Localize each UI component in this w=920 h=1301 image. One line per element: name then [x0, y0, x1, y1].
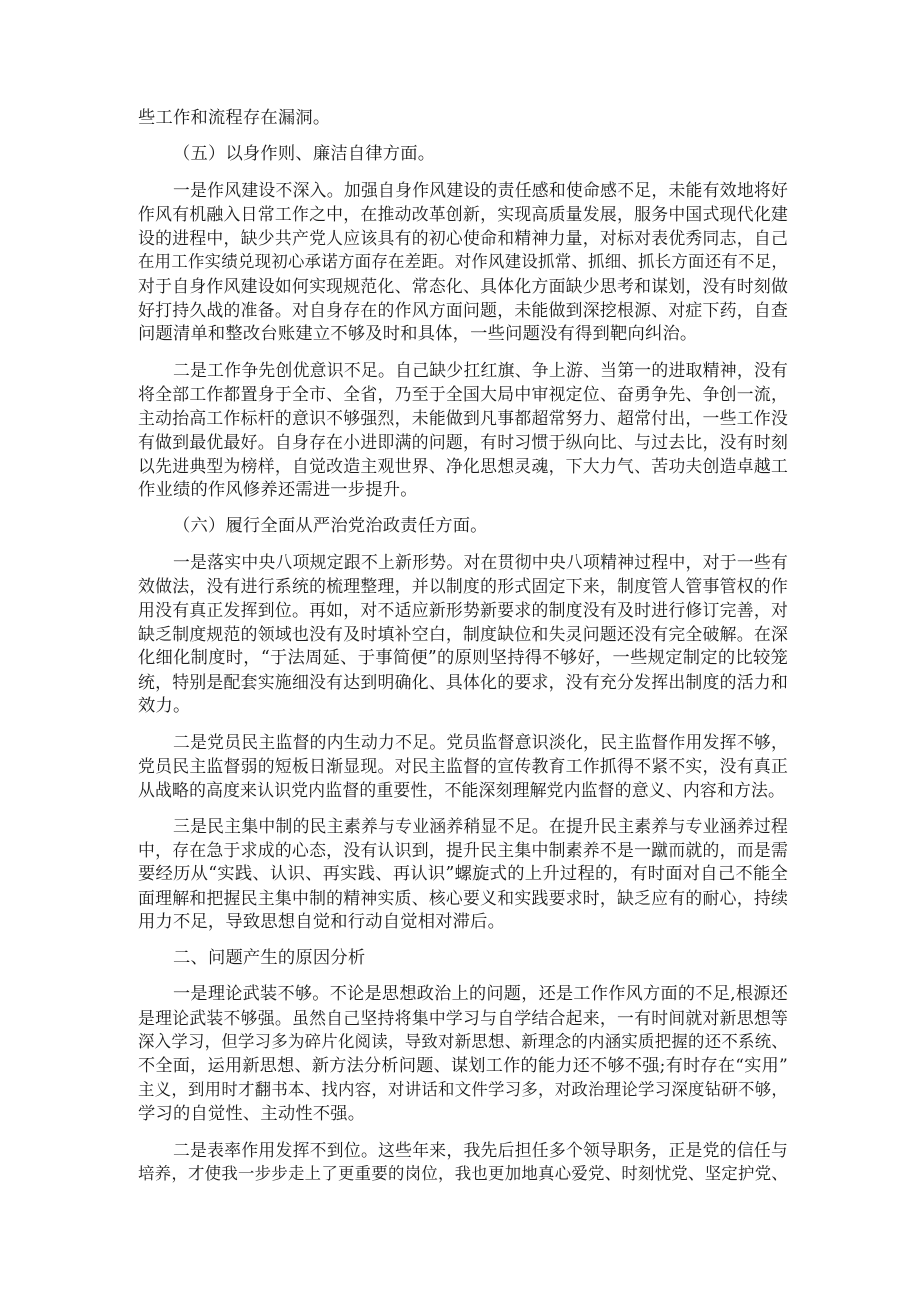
text-line: 化细化制度时，“于法周延、于事简便”的原则坚持得不够好，一些规定制定的比较笼	[138, 648, 788, 668]
text-line: 效做法，没有进行系统的梳理整理，并以制度的形式固定下来，制度管人管事管权的作	[138, 576, 788, 596]
text-line: 以先进典型为榜样，自觉改造主观世界、净化思想灵魂，下大力气、苦功夫创造卓越工	[138, 456, 788, 476]
text-line: 党员民主监督弱的短板日渐显现。对民主监督的宣传教育工作抓得不紧不实，没有真正	[138, 756, 788, 776]
text-line: 作风有机融入日常工作之中，在推动改革创新，实现高质量发展，服务中国式现代化建	[138, 204, 788, 224]
text-line: 用没有真正发挥到位。再如，对不适应新形势新要求的制度没有及时进行修订完善，对	[138, 600, 788, 620]
text-line: 从战略的高度来认识党内监督的重要性，不能深刻理解党内监督的意义、内容和方法。	[138, 780, 786, 800]
text-line: （六）履行全面从严治党治政责任方面。	[173, 516, 488, 536]
text-line: 二是工作争先创优意识不足。自己缺少扛红旗、争上游、当第一的进取精神，没有	[173, 360, 788, 380]
text-line: 主义，到用时才翻书本、找内容，对讲话和文件学习多，对政治理论学习深度钻研不够，	[138, 1080, 788, 1099]
text-line: 好打持久战的准备。对自身存在的作风方面问题，未能做到深挖根源、对症下药，自查	[138, 300, 788, 320]
text-line: 要经历从“实践、认识、再实践、再认识”螺旋式的上升过程的，有时面对自己不能全	[138, 864, 788, 884]
text-line: 作业绩的作风修养还需进一步提升。	[138, 480, 418, 500]
text-line: 主动抬高工作标杆的意识不够强烈，未能做到凡事都超常努力、超常付出，一些工作没	[138, 408, 788, 428]
text-line: 一是理论武装不够。不论是思想政治上的问题，还是工作作风方面的不足,根源还	[173, 984, 788, 1004]
text-line: （五）以身作则、廉洁自律方面。	[173, 144, 436, 164]
text-line: 培养，才使我一步步走上了更重要的岗位，我也更加地真心爱党、时刻忧党、坚定护党、	[138, 1164, 788, 1183]
text-line: 一是落实中央八项规定跟不上新形势。对在贯彻中央八项精神过程中，对于一些有	[173, 552, 788, 572]
text-line: 面理解和把握民主集中制的精神实质、核心要义和实践要求时，缺乏应有的耐心，持续	[138, 888, 788, 908]
text-line: 用力不足，导致思想自觉和行动自觉相对滞后。	[138, 912, 506, 932]
text-line: 不全面，运用新思想、新方法分析问题、谋划工作的能力还不够不强;有时存在“实用”	[138, 1056, 788, 1076]
text-line: 对于自身作风建设如何实现规范化、常态化、具体化方面缺少思考和谋划，没有时刻做	[138, 276, 788, 296]
text-line: 统，特别是配套实施细没有达到明确化、具体化的要求，没有充分发挥出制度的活力和	[138, 672, 788, 692]
text-line: 学习的自觉性、主动性不强。	[138, 1104, 366, 1124]
text-line: 在用工作实绩兑现初心承诺方面存在差距。对作风建设抓常、抓细、抓长方面还有不足，	[138, 252, 788, 271]
text-line: 将全部工作都置身于全市、全省，乃至于全国大局中审视定位、奋勇争先、争创一流，	[138, 384, 788, 404]
text-line: 深入学习，但学习多为碎片化阅读，导致对新思想、新理念的内涵实质把握的还不系统、	[138, 1032, 788, 1051]
text-line: 中，存在急于求成的心态，没有认识到，提升民主集中制素养不是一蹴而就的，而是需	[138, 840, 788, 860]
text-line: 问题清单和整改台账建立不够及时和具体，一些问题没有得到靶向纠治。	[138, 324, 698, 344]
text-line: 是理论武装不够强。虽然自己坚持将集中学习与自学结合起来，一有时间就对新思想等	[138, 1008, 788, 1028]
text-line: 二是表率作用发挥不到位。这些年来，我先后担任多个领导职务，正是党的信任与	[173, 1140, 788, 1160]
text-line: 设的进程中，缺少共产党人应该具有的初心使命和精神力量，对标对表优秀同志，自己	[138, 228, 788, 248]
document-page	[138, 106, 788, 1186]
text-line: 二是党员民主监督的内生动力不足。党员监督意识淡化，民主监督作用发挥不够，	[173, 732, 788, 752]
text-line: 一是作风建设不深入。加强自身作风建设的责任感和使命感不足，未能有效地将好	[173, 180, 788, 200]
text-line: 有做到最优最好。自身存在小进即满的问题，有时习惯于纵向比、与过去比，没有时刻	[138, 432, 788, 452]
text-line: 效力。	[138, 696, 191, 716]
text-line: 三是民主集中制的民主素养与专业涵养稍显不足。在提升民主素养与专业涵养过程	[173, 816, 788, 836]
text-line: 二、问题产生的原因分析	[173, 948, 366, 968]
text-line: 些工作和流程存在漏洞。	[138, 108, 331, 128]
text-line: 缺乏制度规范的领域也没有及时填补空白，制度缺位和失灵问题还没有完全破解。在深	[138, 624, 788, 644]
